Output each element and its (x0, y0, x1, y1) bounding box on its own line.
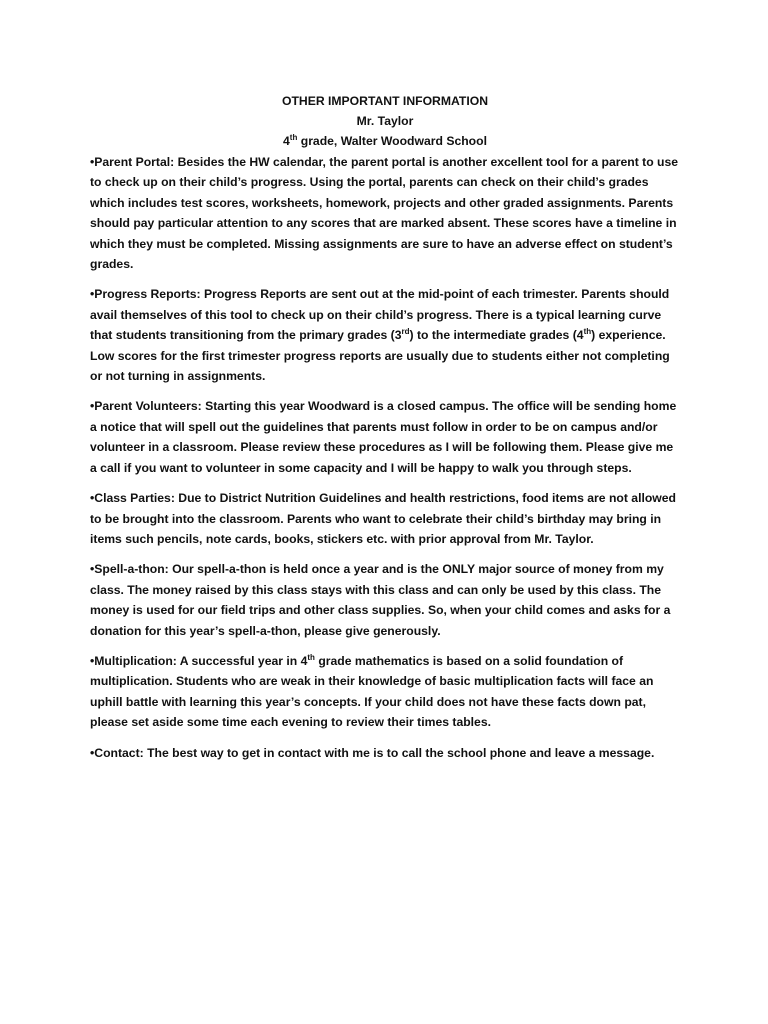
grade-school-line (90, 131, 680, 151)
class-parties-paragraph: •Class Parties: Due to District Nutrition Guidelines and health restrictions, food items are not allowed to be brought into the classroom. Parents who want to celebrate their child’s birthday may bring in items such pencils, note cards, books, stickers etc. with prior approval from Mr. Taylor. (90, 491, 676, 546)
ordinal-suffix: rd (401, 327, 410, 337)
school-name: grade, Walter Woodward School (297, 134, 487, 148)
multiplication-text-1: •Multiplication: A successful year in 4 (90, 653, 308, 668)
document-body (90, 152, 682, 773)
multiplication-paragraph (90, 651, 682, 733)
ordinal-suffix: th (583, 327, 592, 337)
grade-number: 4 (283, 134, 290, 148)
teacher-name: Mr. Taylor (356, 114, 414, 128)
progress-reports-text-2: ) to the intermediate grades (4 (409, 328, 584, 343)
page-title: OTHER IMPORTANT INFORMATION (281, 94, 489, 108)
multiplication-text-2: grade mathematics is based on a solid foundation of multiplication. Students who are weak in their knowledge of basic multiplication facts will face an uphill battle with learning this year’s concepts. If your child does not have these facts down pat, please set aside some time each evening to review their times tables. (90, 653, 654, 730)
progress-reports-paragraph (90, 284, 682, 386)
grade-ordinal-suffix: th (289, 132, 298, 142)
progress-reports-text-1: •Progress Reports: Progress Reports are sent out at the mid-point of each trimester. Parents should avail themselves of this tool to check up on their child’s progress. There is a typical learning curve that students transitioning from the primary grades (3 (90, 287, 670, 343)
spell-a-thon-paragraph: •Spell-a-thon: Our spell-a-thon is held once a year and is the ONLY major source of money from my class. The money raised by this class stays with this class and can only be used by this class. The money is used for our field trips and other class supplies. So, when your child comes and asks for a donation for this year’s spell-a-thon, please give generously. (90, 562, 671, 638)
ordinal-suffix: th (307, 652, 315, 662)
progress-reports-text-3: ) experience. Low scores for the first trimester progress reports are usually due to students either not completing or not turning in assignments. (90, 328, 670, 384)
document-header (90, 91, 680, 151)
parent-volunteers-paragraph: •Parent Volunteers: Starting this year Woodward is a closed campus. The office will be sending home a notice that will spell out the guidelines that parents must follow in order to be on campus and/or volunteer in a classroom. Please review these procedures as I will be following them. Please give me a call if you want to volunteer in some capacity and I will be happy to walk you through steps. (90, 399, 677, 475)
contact-paragraph: •Contact: The best way to get in contact with me is to call the school phone and leave a message. (90, 745, 655, 760)
parent-portal-paragraph: •Parent Portal: Besides the HW calendar, the parent portal is another excellent tool for a parent to use to check up on their child’s progress. Using the portal, parents can check on their child’s grades which includes test scores, worksheets, homework, projects and other graded assignments. Parents should pay particular attention to any scores that are marked absent. These scores have a timeline in which they must be completed. Missing assignments are sure to have an adverse effect on student’s grades. (90, 155, 679, 272)
